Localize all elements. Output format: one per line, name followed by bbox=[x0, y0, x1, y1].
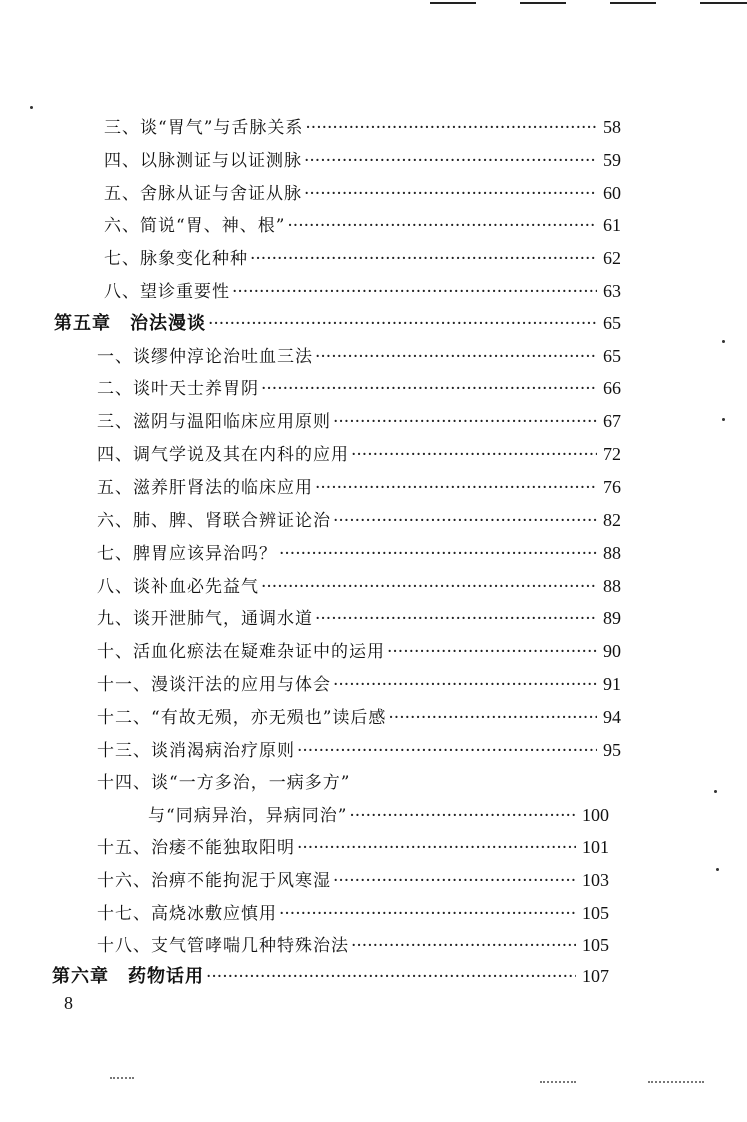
dot-leader bbox=[279, 544, 597, 564]
toc-entry[interactable] bbox=[104, 211, 621, 236]
dot-leader bbox=[349, 806, 576, 826]
scan-speck bbox=[722, 418, 725, 421]
top-rule-1 bbox=[430, 2, 476, 4]
toc-entry-page: 65 bbox=[603, 313, 621, 333]
toc-entry-page: 66 bbox=[603, 378, 621, 398]
toc-entry-title: 十三、谈消渴病治疗原则 bbox=[97, 741, 295, 761]
toc-entry[interactable] bbox=[97, 899, 609, 924]
toc-entry-title: 四、调气学说及其在内科的应用 bbox=[97, 445, 349, 465]
toc-entry[interactable] bbox=[104, 179, 621, 204]
toc-entry-page: 91 bbox=[603, 674, 621, 694]
toc-entry-title: 一、谈缪仲淳论治吐血三法 bbox=[97, 347, 313, 367]
toc-entry-page: 88 bbox=[603, 543, 621, 563]
toc-entry-title: 十四、谈“一方多治，一病多方” bbox=[97, 773, 351, 793]
dot-leader bbox=[351, 445, 597, 465]
dot-leader bbox=[304, 151, 597, 171]
top-rule-4 bbox=[700, 2, 747, 4]
toc-entry-page: 59 bbox=[603, 150, 621, 170]
toc-entry-page: 105 bbox=[582, 903, 609, 923]
toc-entry-page: 58 bbox=[603, 117, 621, 137]
toc-entry[interactable] bbox=[97, 736, 621, 761]
dot-leader bbox=[279, 904, 576, 924]
toc-entry[interactable] bbox=[97, 866, 609, 891]
scan-speck bbox=[714, 790, 717, 793]
dot-leader bbox=[315, 347, 597, 367]
toc-entry-title: 三、滋阴与温阳临床应用原则 bbox=[97, 412, 331, 432]
toc-entry-page: 65 bbox=[603, 346, 621, 366]
toc-entry[interactable] bbox=[97, 473, 621, 498]
dot-leader bbox=[261, 577, 597, 597]
toc-entry-page: 62 bbox=[603, 248, 621, 268]
dot-leader bbox=[297, 838, 576, 858]
dot-leader bbox=[333, 871, 576, 891]
dot-leader bbox=[287, 216, 597, 236]
toc-entry[interactable] bbox=[97, 374, 621, 399]
toc-entry-title: 八、谈补血必先益气 bbox=[97, 577, 259, 597]
dot-leader bbox=[206, 967, 576, 987]
toc-entry[interactable] bbox=[104, 113, 621, 138]
toc-entry-title: 五、滋养肝肾法的临床应用 bbox=[97, 478, 313, 498]
dot-leader bbox=[315, 609, 597, 629]
dot-leader bbox=[387, 642, 597, 662]
toc-entry-title: 十七、高烧冰敷应慎用 bbox=[97, 904, 277, 924]
dot-leader bbox=[232, 282, 597, 302]
toc-entry-title: 二、谈叶天士养胃阴 bbox=[97, 379, 259, 399]
toc-entry[interactable] bbox=[97, 670, 621, 695]
toc-entry[interactable] bbox=[104, 277, 621, 302]
toc-entry-title: 四、以脉测证与以证测脉 bbox=[104, 151, 302, 171]
toc-entry[interactable] bbox=[97, 440, 621, 465]
toc-entry-title: 十六、治痹不能拘泥于风寒湿 bbox=[97, 871, 331, 891]
toc-entry-page: 82 bbox=[603, 510, 621, 530]
toc-entry[interactable] bbox=[97, 572, 621, 597]
dot-leader bbox=[250, 249, 597, 269]
toc-entry-page: 72 bbox=[603, 444, 621, 464]
toc-entry[interactable] bbox=[97, 637, 621, 662]
toc-entry[interactable] bbox=[97, 931, 609, 956]
dot-leader bbox=[333, 511, 597, 531]
dot-leader bbox=[315, 478, 597, 498]
toc-entry[interactable] bbox=[104, 244, 621, 269]
scan-mark bbox=[110, 1077, 134, 1080]
toc-entry[interactable] bbox=[97, 342, 621, 367]
toc-entry-title: 三、谈“胃气”与舌脉关系 bbox=[104, 118, 304, 138]
toc-entry[interactable] bbox=[97, 506, 621, 531]
toc-entry-title: 七、脉象变化种种 bbox=[104, 249, 248, 269]
toc-chapter-title: 第六章 药物话用 bbox=[52, 966, 204, 987]
dot-leader bbox=[305, 118, 597, 138]
dot-leader bbox=[333, 675, 597, 695]
toc-entry-page: 60 bbox=[603, 183, 621, 203]
dot-leader bbox=[297, 741, 597, 761]
toc-entry-title: 六、肺、脾、肾联合辨证论治 bbox=[97, 511, 331, 531]
toc-entry-page: 88 bbox=[603, 576, 621, 596]
dot-leader bbox=[261, 379, 597, 399]
toc-entry-title: 九、谈开泄肺气，通调水道 bbox=[97, 609, 313, 629]
toc-entry-title: 十二、“有故无殒，亦无殒也”读后感 bbox=[97, 708, 387, 728]
dot-leader bbox=[304, 184, 597, 204]
toc-entry-page: 63 bbox=[603, 281, 621, 301]
toc-entry-title: 六、简说“胃、神、根” bbox=[104, 216, 286, 236]
toc-chapter-heading[interactable] bbox=[54, 309, 621, 335]
toc-entry-page: 67 bbox=[603, 411, 621, 431]
scan-speck bbox=[722, 340, 725, 343]
toc-entry-page: 94 bbox=[603, 707, 621, 727]
scan-speck bbox=[716, 868, 719, 871]
dot-leader bbox=[388, 708, 597, 728]
toc-entry[interactable] bbox=[97, 768, 621, 793]
toc-chapter-heading[interactable] bbox=[52, 962, 609, 988]
toc-entry-title: 十八、支气管哮喘几种特殊治法 bbox=[97, 936, 349, 956]
dot-leader bbox=[208, 314, 597, 334]
toc-entry-page: 100 bbox=[582, 805, 609, 825]
toc-entry-title: 十一、漫谈汗法的应用与体会 bbox=[97, 675, 331, 695]
toc-entry-page: 105 bbox=[582, 935, 609, 955]
toc-entry[interactable] bbox=[97, 539, 621, 564]
page-number: 8 bbox=[64, 993, 73, 1013]
scan-speck bbox=[30, 106, 33, 109]
toc-entry-page: 61 bbox=[603, 215, 621, 235]
toc-entry-title: 五、舍脉从证与舍证从脉 bbox=[104, 184, 302, 204]
scan-mark bbox=[540, 1081, 576, 1084]
toc-entry[interactable] bbox=[97, 407, 621, 432]
toc-chapter-title: 第五章 治法漫谈 bbox=[54, 313, 206, 334]
toc-entry-page: 101 bbox=[582, 837, 609, 857]
top-rule-2 bbox=[520, 2, 566, 4]
toc-entry-page: 103 bbox=[582, 870, 609, 890]
toc-entry-page: 76 bbox=[603, 477, 621, 497]
toc-entry[interactable] bbox=[104, 146, 621, 171]
toc-entry[interactable] bbox=[97, 604, 621, 629]
toc-entry-page: 89 bbox=[603, 608, 621, 628]
toc-entry-page: 95 bbox=[603, 740, 621, 760]
toc-entry-continuation[interactable] bbox=[148, 801, 609, 826]
dot-leader bbox=[333, 412, 597, 432]
toc-entry[interactable] bbox=[97, 833, 609, 858]
toc-entry-page: 90 bbox=[603, 641, 621, 661]
top-rule-3 bbox=[610, 2, 656, 4]
toc-entry-title: 七、脾胃应该异治吗？ bbox=[97, 544, 277, 564]
toc-entry-title: 十五、治痿不能独取阳明 bbox=[97, 838, 295, 858]
toc-entry-title: 十、活血化瘀法在疑难杂证中的运用 bbox=[97, 642, 385, 662]
scan-mark bbox=[648, 1081, 704, 1084]
toc-entry-page: 107 bbox=[582, 966, 609, 986]
toc-entry-title: 与“同病异治，异病同治” bbox=[148, 806, 348, 826]
dot-leader bbox=[351, 936, 576, 956]
toc-entry[interactable] bbox=[97, 703, 621, 728]
toc-entry-title: 八、望诊重要性 bbox=[104, 282, 230, 302]
